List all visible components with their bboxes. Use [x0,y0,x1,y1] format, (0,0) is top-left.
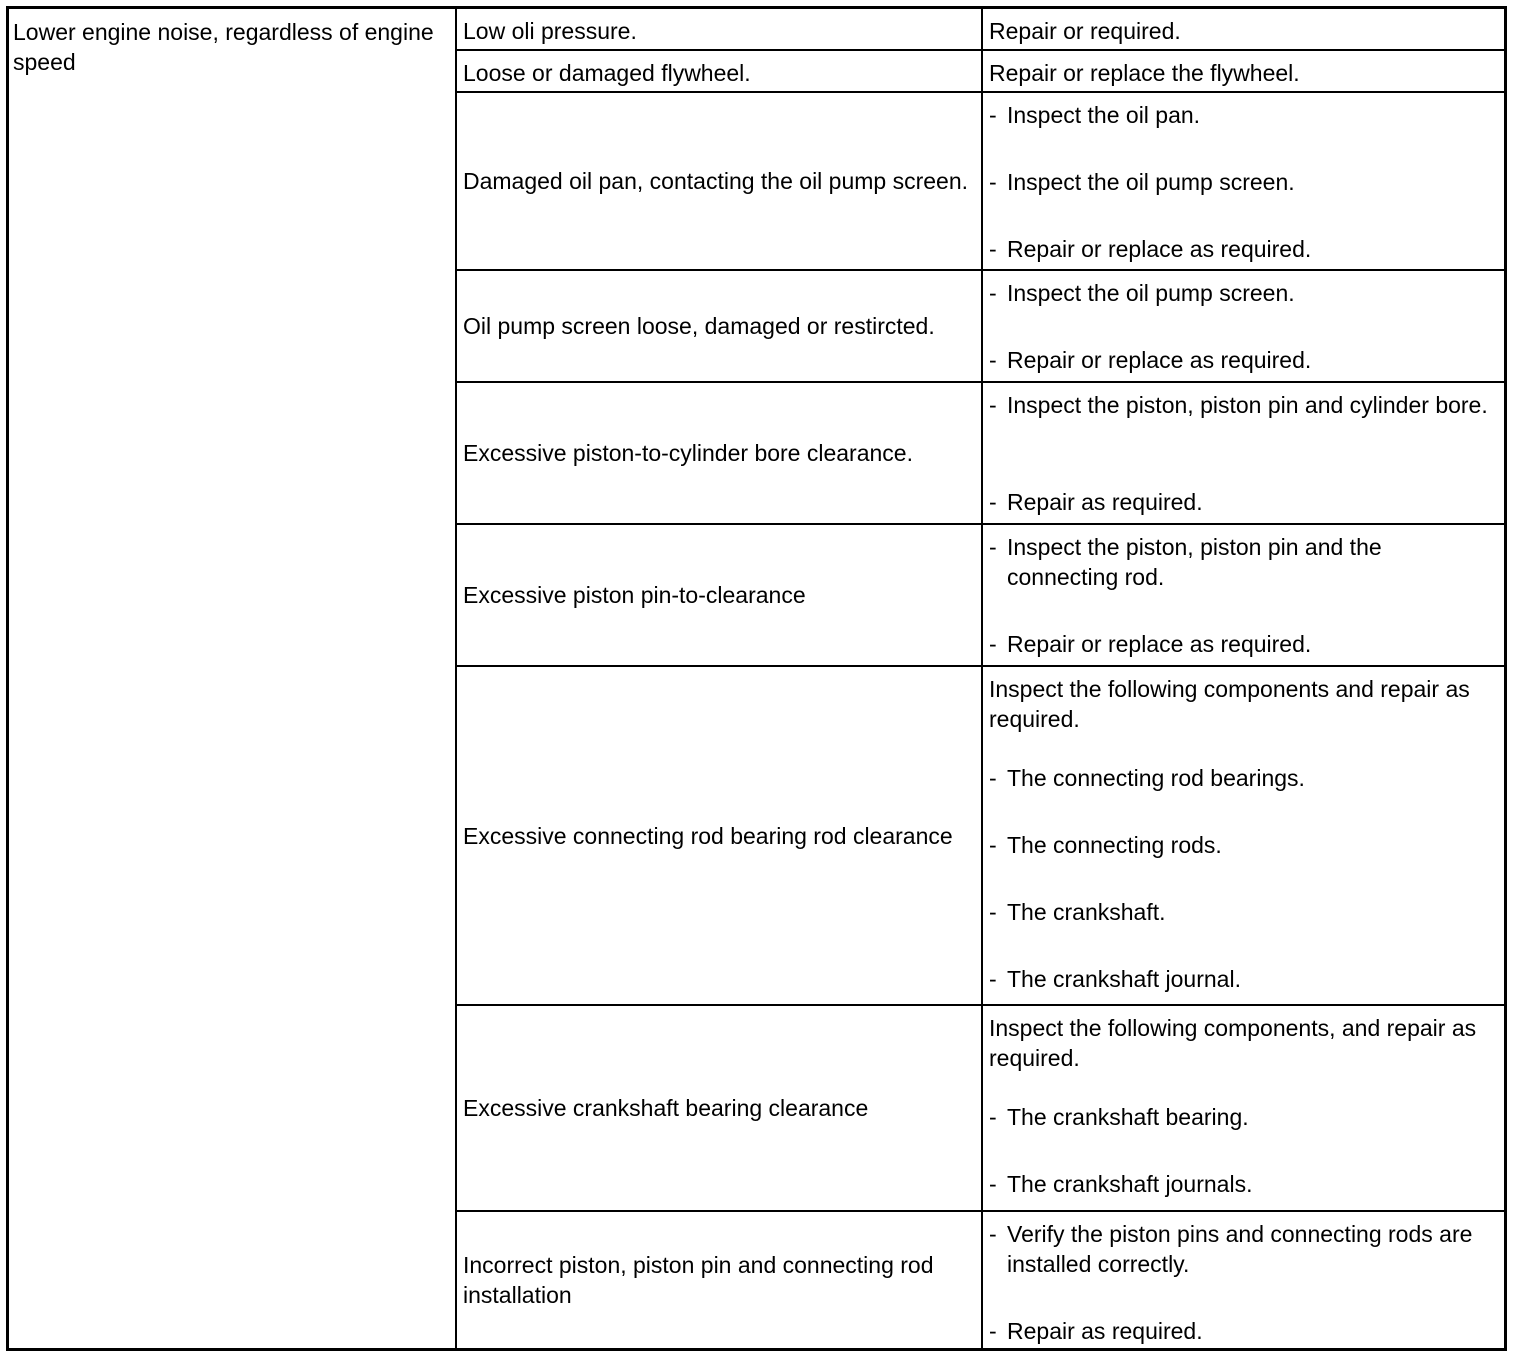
action-cell [983,93,1507,269]
bullet-item: - The crankshaft journals. [989,1171,1253,1197]
action-cell [983,1006,1507,1210]
diagnostic-table [6,6,1507,1351]
bullet-item: - Inspect the oil pan. [989,102,1201,128]
bullet-item: - Inspect the oil pump screen. [989,169,1295,195]
bullet-item: - Inspect the oil pump screen. [989,280,1295,306]
table-row [457,525,1507,667]
bullet-item: - Inspect the piston, piston pin and the connecting rod. [989,534,1382,590]
action-text: Repair or replace the flywheel. [989,60,1300,86]
cause-cell [457,271,983,381]
action-cell [983,271,1507,381]
bullet-item: - Repair or replace as required. [989,347,1312,373]
cause-text: Damaged oil pan, contacting the oil pump screen. [463,168,969,194]
symptom-text: Lower engine noise, regardless of engine speed [13,19,434,75]
cause-text: Excessive piston pin-to-clearance [463,582,806,608]
symptom-cell [9,9,457,1348]
table-row [457,383,1507,525]
table-row [457,51,1507,93]
cause-cell [457,525,983,665]
cause-text: Excessive connecting rod bearing rod clearance [463,822,953,849]
table-row [457,9,1507,51]
table-row [457,667,1507,1006]
cause-text: Incorrect piston, piston pin and connecting rod installation [463,1252,934,1308]
cause-text: Low oli pressure. [463,18,637,44]
cause-cell [457,383,983,523]
action-cell [983,1212,1507,1348]
bullet-item: - Repair as required. [989,489,1203,515]
bullet-item: - The crankshaft. [989,899,1166,925]
action-text: Repair or required. [989,18,1181,44]
bullet-item: - Inspect the piston, piston pin and cylinder bore. [989,392,1488,418]
bullet-item: - Repair as required. [989,1318,1203,1344]
bullet-item: - The crankshaft journal. [989,966,1241,992]
bullet-item: - Repair or replace as required. [989,236,1312,262]
bullet-item: - The crankshaft bearing. [989,1104,1249,1130]
cause-text: Excessive crankshaft bearing clearance [463,1095,869,1121]
table-row [457,1006,1507,1212]
bullet-item: - The connecting rod bearings. [989,765,1305,791]
cause-cell [457,93,983,269]
cause-cell [457,9,983,49]
table-row [457,93,1507,271]
action-cell [983,667,1507,1004]
action-text: Inspect the following components, and repair as required. [989,1015,1477,1071]
cause-cell [457,51,983,91]
action-cell [983,525,1507,665]
action-cell [983,9,1507,49]
cause-text: Excessive piston-to-cylinder bore clearance. [463,440,913,466]
cause-text: Oil pump screen loose, damaged or restircted. [463,313,935,339]
bullet-item: - Repair or replace as required. [989,631,1312,657]
action-cell [983,51,1507,91]
cause-cell [457,1212,983,1348]
table-row [457,271,1507,383]
cause-cell [457,667,983,1004]
cause-cell [457,1006,983,1210]
bullet-item: - Verify the piston pins and connecting rods are installed correctly. [989,1221,1473,1277]
table-row [457,1212,1507,1348]
cause-text: Loose or damaged flywheel. [463,60,751,86]
action-cell [983,383,1507,523]
action-text: Inspect the following components and repair as required. [989,676,1470,732]
bullet-item: - The connecting rods. [989,832,1222,858]
